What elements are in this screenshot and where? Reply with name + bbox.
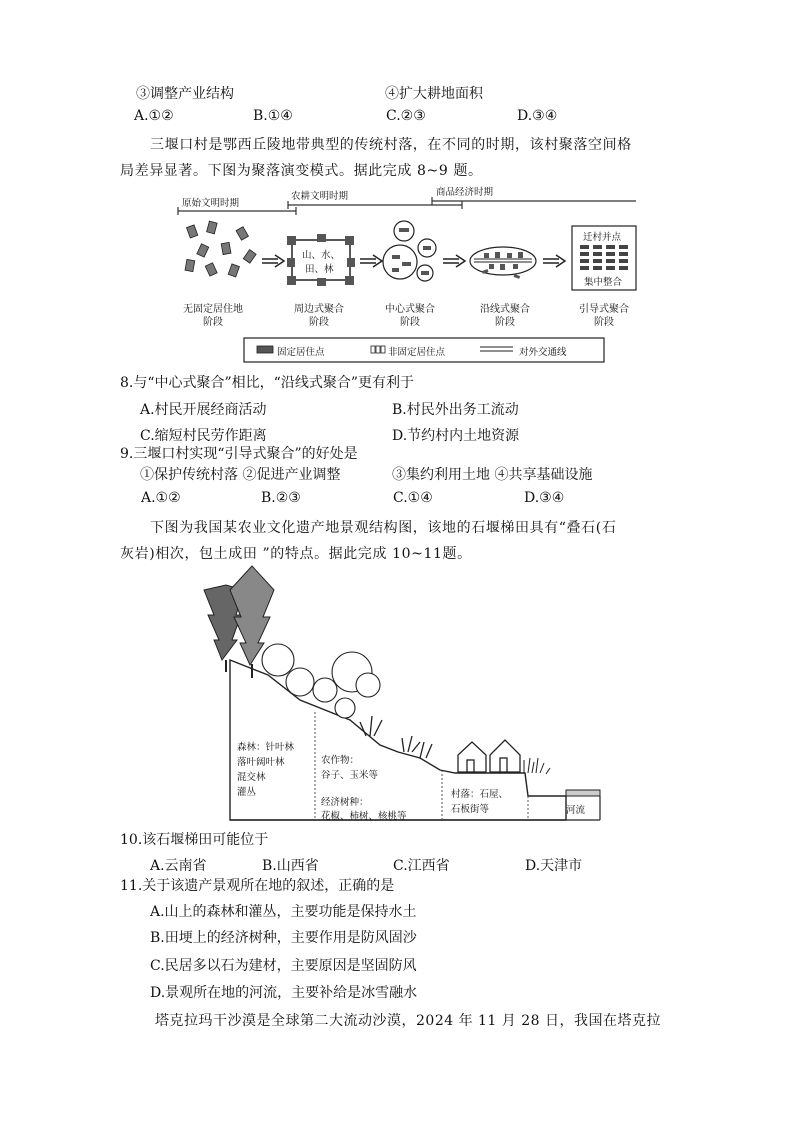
q11-option-c: C.民居多以石为建材，主要原因是坚固防风 [150,958,417,974]
legend-nonfixed-label: 非固定居住点 [388,347,446,358]
stage5-label-b: 阶段 [594,317,614,328]
resettle-title: 迁村并点 [583,232,622,243]
q9-option-a: A.①② [141,490,181,506]
tree-label-1: 经济树种： [321,797,369,808]
stone-houses [458,740,520,772]
period1-label: 原始文明时期 [182,198,240,209]
village-label-2: 石板街等 [451,804,490,815]
q10-option-c: C.江西省 [393,858,450,874]
q10-option-d: D.天津市 [525,858,583,874]
river-label: 河流 [566,805,586,816]
q9-items-1-2: ①保护传统村落 ②促进产业调整 [140,467,341,483]
reeds [524,758,550,774]
period3-label: 商品经济时期 [436,187,494,198]
intro-10-11-line2: 灰岩)相次，包土成田 ”的特点。据此完成 10~11题。 [120,546,472,562]
q10-stem: 10.该石堰梯田可能位于 [120,832,269,848]
q10-option-b: B.山西省 [262,858,319,874]
stage3-label-b: 阶段 [400,317,420,328]
q7-option-b: B.①④ [253,108,293,124]
village-label-1: 村落：石屋、 [451,789,509,800]
q9-items-3-4: ③集约利用土地 ④共享基础设施 [392,467,593,483]
forest-label-4: 灌丛 [237,787,257,798]
q8-option-c: C.缩短村民劳作距离 [140,428,267,444]
legend-road-label: 对外交通线 [519,347,567,358]
q10-option-a: A.云南省 [150,858,207,874]
stage4-label-b: 阶段 [495,317,515,328]
peripheral-box-text-2: 田、林 [305,264,334,275]
q9-option-d: D.③④ [524,490,565,506]
crop-label-1: 农作物： [321,755,360,766]
crop-label-2: 谷子、玉米等 [321,770,379,781]
stage1-label-b: 阶段 [203,317,223,328]
forest-label-1: 森林：针叶林 [237,742,295,753]
q11-option-d: D.景观所在地的河流，主要补给是冰雪融水 [150,985,418,1001]
stage2-label-a: 周边式聚合 [294,304,344,315]
stage3-label-a: 中心式聚合 [385,304,435,315]
q7-option-d: D.③④ [517,108,558,124]
q8-option-a: A.村民开展经商活动 [140,402,267,418]
intro-8-9-line2: 局差异显著。下图为聚落演变模式。据此完成 8~9 题。 [120,163,483,179]
q11-option-b: B.田埂上的经济树种，主要作用是防风固沙 [150,930,417,946]
river-surface [566,790,600,796]
q7-option-a: A.①② [134,108,174,124]
q11-stem: 11.关于该遗产景观所在地的叙述，正确的是 [120,878,395,894]
q7-option-c: C.②③ [386,108,426,124]
q8-option-d: D.节约村内土地资源 [392,428,520,444]
q7-item-3: ③调整产业结构 [136,86,234,102]
resettle-subtitle: 集中整合 [584,277,623,288]
intro-8-9-line1: 三堰口村是鄂西丘陵地带典型的传统村落，在不同的时期，该村聚落空间格 [150,137,632,153]
q8-option-b: B.村民外出务工流动 [392,402,519,418]
q7-item-4: ④扩大耕地面积 [385,86,483,102]
forest-label-2: 落叶阔叶林 [237,757,285,768]
legend-fixed-label: 固定居住点 [277,347,325,358]
q9-option-c: C.①④ [393,490,433,506]
stage2-label-b: 阶段 [309,317,329,328]
period2-label: 农耕文明时期 [291,191,349,202]
peripheral-box-text-1: 山、水、 [302,250,341,261]
q11-option-a: A.山上的森林和灌丛，主要功能是保持水土 [150,904,417,920]
forest-label-3: 混交林 [237,772,266,783]
intro-10-11-line1: 下图为我国某农业文化遗产地景观结构图，该地的石堰梯田具有“叠石(石 [150,520,617,536]
tail-line1: 塔克拉玛干沙漠是全球第二大流动沙漠，2024 年 11 月 28 日，我国在塔克拉 [155,1013,662,1029]
stage4-label-a: 沿线式聚合 [480,304,530,315]
q9-stem: 9.三堰口村实现“引导式聚合”的好处是 [120,446,358,462]
q9-option-b: B.②③ [261,490,301,506]
q8-stem: 8.与“中心式聚合”相比，“沿线式聚合”更有利于 [120,375,414,391]
tree-label-2: 花椒、柿树、核桃等 [321,811,407,822]
stage5-label-a: 引导式聚合 [579,304,629,315]
stage1-label-a: 无固定居住地 [183,304,243,315]
